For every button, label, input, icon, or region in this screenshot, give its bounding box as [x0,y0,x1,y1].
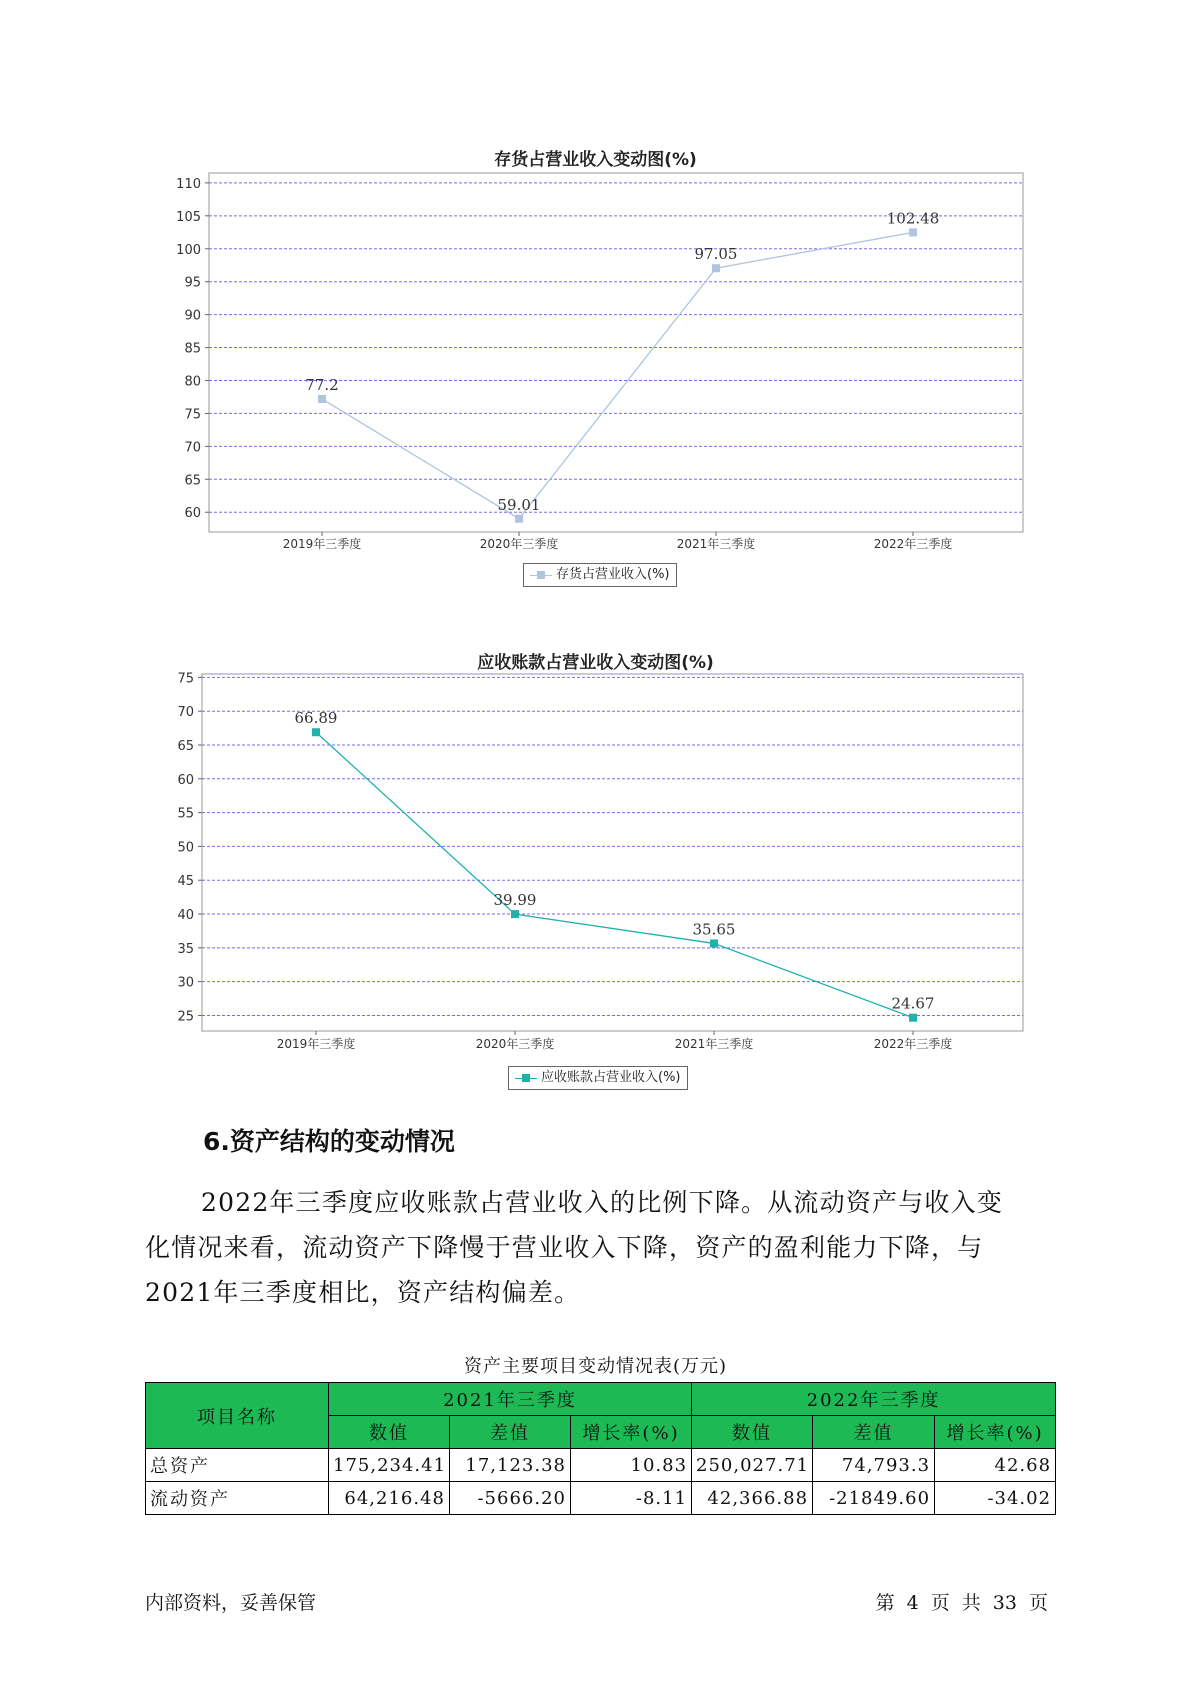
cell: 74,793.3 [813,1449,935,1482]
x-tick-label: 2021年三季度 [674,1037,754,1051]
cell: 42.68 [935,1449,1056,1482]
section-paragraph [145,1180,1050,1315]
y-tick-label: 75 [184,407,201,423]
data-point [312,728,320,736]
sub-header-value: 数值 [329,1416,450,1449]
sub-header-diff: 差值 [450,1416,571,1449]
y-tick-label: 75 [177,671,194,687]
y-tick-label: 100 [176,242,201,258]
y-tick-label: 80 [184,374,201,390]
data-label: 77.2 [305,375,339,394]
paragraph-line: 2021年三季度相比，资产结构偏差。 [145,1278,581,1307]
y-tick-label: 65 [177,738,194,754]
y-tick-label: 30 [177,975,194,991]
period-header-2022: 2022年三季度 [692,1383,1056,1416]
data-label: 24.67 [891,994,935,1013]
x-tick-label: 2020年三季度 [479,537,559,551]
chart1-title: 存货占营业收入变动图(%) [494,150,697,170]
plot-area [202,674,1023,1031]
y-tick-label: 60 [177,772,194,788]
y-tick-label: 95 [184,275,201,291]
x-tick-label: 2019年三季度 [282,537,362,551]
sub-header-growth: 增长率(%) [571,1416,692,1449]
cell: 175,234.41 [329,1449,450,1482]
row-name: 流动资产 [146,1482,329,1515]
chart2-legend [508,1066,688,1090]
page-total: 33 [992,1592,1017,1614]
page-mid: 页 [930,1592,950,1614]
data-label: 59.01 [497,495,541,514]
asset-change-table [145,1382,1056,1515]
x-tick-label: 2019年三季度 [276,1037,356,1051]
data-label: 97.05 [694,245,738,264]
y-tick-label: 85 [184,341,201,357]
y-tick-label: 60 [184,506,201,522]
row-name: 总资产 [146,1449,329,1482]
cell: 250,027.71 [692,1449,813,1482]
cell: 17,123.38 [450,1449,571,1482]
data-point [511,910,519,918]
cell: -21849.60 [813,1482,935,1515]
footer-page-number [870,1588,1054,1615]
paragraph-line: 化情况来看，流动资产下降慢于营业收入下降，资产的盈利能力下降，与 [145,1233,984,1262]
y-tick-label: 70 [184,440,201,456]
table-caption: 资产主要项目变动情况表(万元) [463,1356,728,1377]
y-tick-label: 110 [176,176,201,192]
data-point [710,939,718,947]
y-tick-label: 90 [184,308,201,324]
data-label: 35.65 [692,920,736,939]
paragraph-line: 2022年三季度应收账款占营业收入的比例下降。从流动资产与收入变 [201,1188,1004,1217]
chart1-legend-label: 存货占营业收入(%) [556,567,670,582]
y-tick-label: 70 [177,705,194,721]
page-total-prefix: 共 [961,1592,981,1614]
page-suffix: 页 [1028,1592,1048,1614]
section-heading: 6.资产结构的变动情况 [203,1127,455,1156]
data-label: 66.89 [294,709,338,728]
y-tick-label: 40 [177,908,194,924]
y-tick-label: 45 [177,874,194,890]
cell: -8.11 [571,1482,692,1515]
x-tick-label: 2022年三季度 [873,537,953,551]
sub-header-growth: 增长率(%) [935,1416,1056,1449]
cell: -5666.20 [450,1482,571,1515]
item-name-header: 项目名称 [146,1383,329,1449]
data-point [909,1014,917,1022]
legend-swatch [515,1073,537,1083]
x-tick-label: 2022年三季度 [873,1037,953,1051]
data-label: 39.99 [493,891,537,910]
cell: -34.02 [935,1482,1056,1515]
table-row [146,1449,1056,1482]
table-row [146,1482,1056,1515]
y-tick-label: 25 [177,1009,194,1025]
chart2-title: 应收账款占营业收入变动图(%) [477,653,714,673]
chart2-legend-label: 应收账款占营业收入(%) [541,1070,681,1085]
y-tick-label: 65 [184,473,201,489]
y-tick-label: 55 [177,806,194,822]
cell: 42,366.88 [692,1482,813,1515]
data-label: 102.48 [886,209,940,228]
x-tick-label: 2020年三季度 [475,1037,555,1051]
cell: 10.83 [571,1449,692,1482]
footer-confidential-note: 内部资料，妥善保管 [145,1592,317,1614]
period-header-2021: 2021年三季度 [329,1383,692,1416]
y-tick-label: 35 [177,941,194,957]
sub-header-value: 数值 [692,1416,813,1449]
y-tick-label: 105 [176,209,201,225]
page-prefix: 第 [875,1592,895,1614]
cell: 64,216.48 [329,1482,450,1515]
x-tick-label: 2021年三季度 [676,537,756,551]
page-current: 4 [906,1592,919,1614]
y-tick-label: 50 [177,840,194,856]
sub-header-diff: 差值 [813,1416,935,1449]
